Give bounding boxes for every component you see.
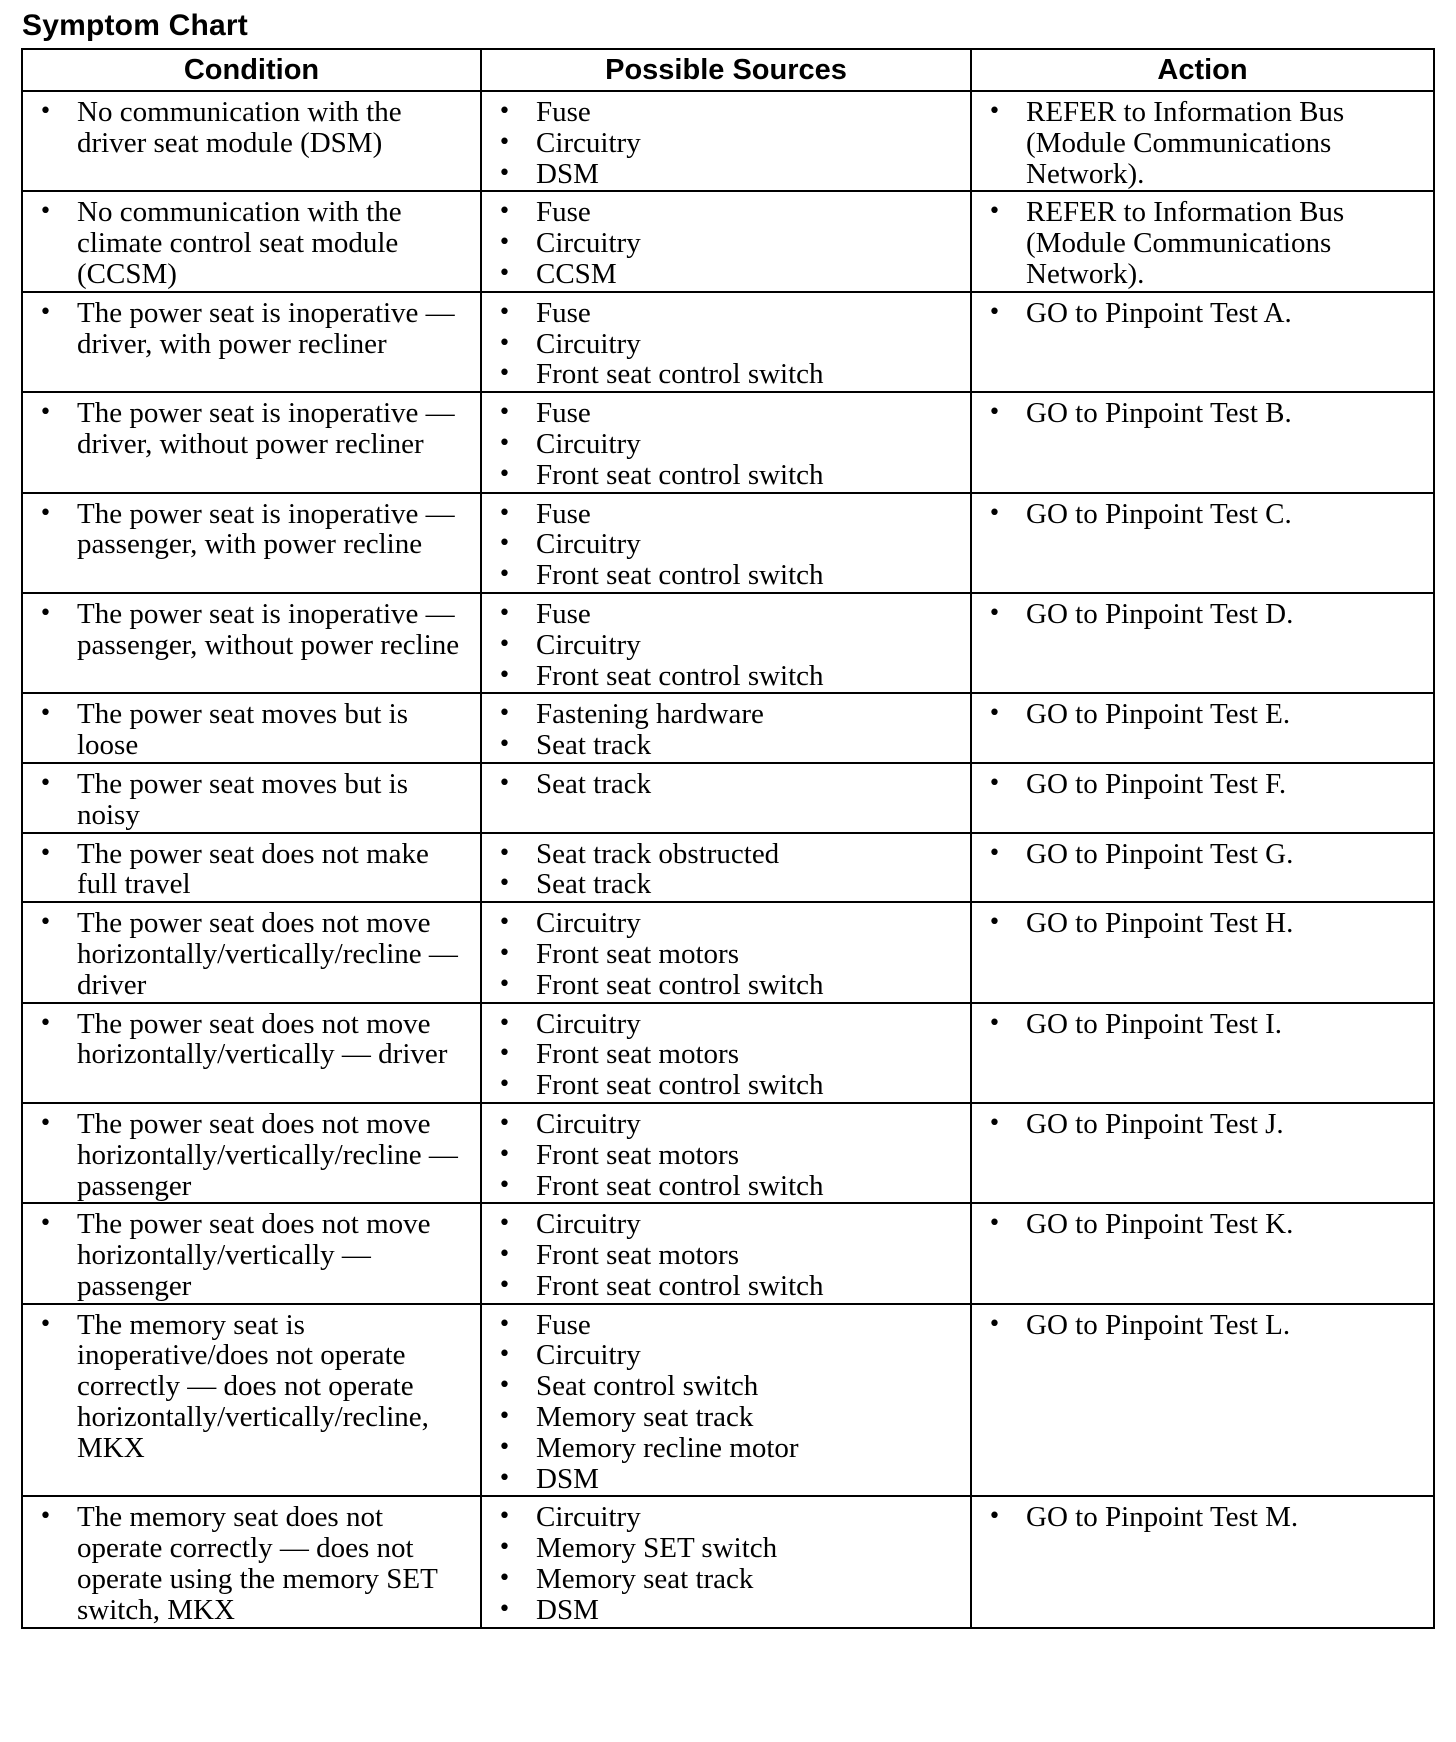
action-cell [971, 392, 1434, 492]
sources-list [488, 197, 964, 289]
source-item: • Seat control switch [488, 1371, 964, 1402]
action-list [978, 699, 1427, 730]
sources-cell [481, 693, 971, 763]
table-row [22, 902, 1434, 1002]
action-text: • GO to Pinpoint Test J. [978, 1109, 1427, 1140]
source-item: • Circuitry [488, 1009, 964, 1040]
action-text: • GO to Pinpoint Test G. [978, 839, 1427, 870]
source-item: • Front seat control switch [488, 560, 964, 591]
source-item: • Front seat control switch [488, 1271, 964, 1302]
action-list [978, 839, 1427, 870]
source-item: • CCSM [488, 259, 964, 290]
sources-cell [481, 593, 971, 693]
condition-text: • The power seat is inoperative — driver, without power recliner [29, 398, 474, 460]
condition-list [29, 1310, 474, 1464]
condition-text: • The power seat is inoperative — passenger, without power recline [29, 599, 474, 661]
action-cell [971, 693, 1434, 763]
condition-list [29, 398, 474, 460]
sources-list [488, 1310, 964, 1495]
condition-cell [22, 763, 481, 833]
action-cell [971, 833, 1434, 903]
source-item: • Fuse [488, 599, 964, 630]
source-item: • Fuse [488, 298, 964, 329]
condition-cell [22, 493, 481, 593]
sources-cell [481, 833, 971, 903]
sources-cell [481, 1304, 971, 1497]
condition-text: • The power seat moves but is loose [29, 699, 474, 761]
condition-list [29, 197, 474, 289]
action-text: • GO to Pinpoint Test D. [978, 599, 1427, 630]
sources-cell [481, 191, 971, 291]
source-item: • Front seat control switch [488, 1171, 964, 1202]
action-text: • GO to Pinpoint Test A. [978, 298, 1427, 329]
action-list [978, 1109, 1427, 1140]
action-list [978, 197, 1427, 289]
condition-cell [22, 1496, 481, 1627]
action-cell [971, 1203, 1434, 1303]
source-item: • DSM [488, 159, 964, 190]
source-item: • DSM [488, 1464, 964, 1495]
symptom-table [21, 48, 1435, 1629]
condition-text: • The power seat is inoperative — driver, with power recliner [29, 298, 474, 360]
source-item: • Front seat control switch [488, 460, 964, 491]
condition-list [29, 499, 474, 561]
sources-list [488, 839, 964, 901]
action-list [978, 1310, 1427, 1341]
source-item: • Circuitry [488, 1209, 964, 1240]
source-item: • Circuitry [488, 429, 964, 460]
condition-text: • The power seat does not make full travel [29, 839, 474, 901]
sources-cell [481, 763, 971, 833]
condition-cell [22, 902, 481, 1002]
source-item: • Seat track obstructed [488, 839, 964, 870]
source-item: • Fuse [488, 398, 964, 429]
condition-list [29, 1009, 474, 1071]
sources-cell [481, 493, 971, 593]
source-item: • Circuitry [488, 1109, 964, 1140]
sources-list [488, 298, 964, 390]
source-item: • Front seat motors [488, 1140, 964, 1171]
action-list [978, 398, 1427, 429]
condition-cell [22, 593, 481, 693]
action-cell [971, 493, 1434, 593]
source-item: • Fuse [488, 499, 964, 530]
sources-cell [481, 902, 971, 1002]
source-item: • Fastening hardware [488, 699, 964, 730]
action-text: • GO to Pinpoint Test B. [978, 398, 1427, 429]
table-row [22, 1496, 1434, 1627]
header-possible-sources: Possible Sources [481, 49, 971, 91]
sources-list [488, 97, 964, 189]
action-cell [971, 593, 1434, 693]
action-cell [971, 1003, 1434, 1103]
action-list [978, 298, 1427, 329]
table-row [22, 1304, 1434, 1497]
action-list [978, 908, 1427, 939]
source-item: • Circuitry [488, 1502, 964, 1533]
source-item: • Seat track [488, 730, 964, 761]
condition-text: • No communication with the climate control seat module (CCSM) [29, 197, 474, 289]
table-row [22, 191, 1434, 291]
action-text: • GO to Pinpoint Test L. [978, 1310, 1427, 1341]
condition-cell [22, 91, 481, 191]
sources-cell [481, 292, 971, 392]
header-condition: Condition [22, 49, 481, 91]
condition-text: • The power seat does not move horizontally/vertically — driver [29, 1009, 474, 1071]
source-item: • Circuitry [488, 329, 964, 360]
condition-cell [22, 191, 481, 291]
table-row [22, 1203, 1434, 1303]
action-list [978, 1502, 1427, 1533]
action-cell [971, 1304, 1434, 1497]
sources-cell [481, 1203, 971, 1303]
source-item: • Front seat motors [488, 1039, 964, 1070]
condition-list [29, 599, 474, 661]
action-list [978, 97, 1427, 189]
condition-list [29, 298, 474, 360]
condition-text: • The power seat moves but is noisy [29, 769, 474, 831]
table-row [22, 833, 1434, 903]
sources-list [488, 1502, 964, 1625]
source-item: • Fuse [488, 97, 964, 128]
source-item: • Front seat control switch [488, 970, 964, 1001]
table-row [22, 693, 1434, 763]
sources-cell [481, 1496, 971, 1627]
condition-text: • No communication with the driver seat module (DSM) [29, 97, 474, 159]
sources-list [488, 1009, 964, 1101]
table-row [22, 493, 1434, 593]
sources-list [488, 769, 964, 800]
source-item: • Circuitry [488, 228, 964, 259]
condition-cell [22, 693, 481, 763]
source-item: • Front seat control switch [488, 1070, 964, 1101]
source-item: • Memory recline motor [488, 1433, 964, 1464]
table-row [22, 91, 1434, 191]
condition-text: • The memory seat does not operate correctly — does not operate using the memory SET switch, MKX [29, 1502, 474, 1625]
condition-list [29, 908, 474, 1000]
source-item: • Circuitry [488, 529, 964, 560]
action-cell [971, 902, 1434, 1002]
table-body [22, 91, 1434, 1628]
action-cell [971, 763, 1434, 833]
condition-cell [22, 1304, 481, 1497]
condition-list [29, 699, 474, 761]
condition-text: • The power seat does not move horizontally/vertically — passenger [29, 1209, 474, 1301]
condition-list [29, 839, 474, 901]
action-cell [971, 1496, 1434, 1627]
condition-cell [22, 1003, 481, 1103]
source-item: • Memory SET switch [488, 1533, 964, 1564]
action-list [978, 769, 1427, 800]
source-item: • Fuse [488, 1310, 964, 1341]
source-item: • Seat track [488, 769, 964, 800]
action-list [978, 499, 1427, 530]
condition-cell [22, 833, 481, 903]
source-item: • Circuitry [488, 908, 964, 939]
sources-list [488, 499, 964, 591]
action-text: • GO to Pinpoint Test I. [978, 1009, 1427, 1040]
action-text: • GO to Pinpoint Test E. [978, 699, 1427, 730]
action-list [978, 599, 1427, 630]
sources-list [488, 599, 964, 691]
sources-cell [481, 91, 971, 191]
action-text: • REFER to Information Bus (Module Communications Network). [978, 97, 1427, 189]
action-text: • GO to Pinpoint Test M. [978, 1502, 1427, 1533]
header-row [22, 49, 1434, 91]
sources-cell [481, 1003, 971, 1103]
condition-text: • The power seat does not move horizontally/vertically/recline — passenger [29, 1109, 474, 1201]
source-item: • Front seat control switch [488, 359, 964, 390]
action-list [978, 1009, 1427, 1040]
condition-list [29, 769, 474, 831]
table-row [22, 763, 1434, 833]
condition-text: • The power seat does not move horizontally/vertically/recline — driver [29, 908, 474, 1000]
action-text: • GO to Pinpoint Test F. [978, 769, 1427, 800]
action-text: • REFER to Information Bus (Module Communications Network). [978, 197, 1427, 289]
source-item: • Fuse [488, 197, 964, 228]
condition-list [29, 1209, 474, 1301]
chart-title: Symptom Chart [22, 9, 248, 42]
sources-cell [481, 392, 971, 492]
condition-list [29, 1502, 474, 1625]
action-cell [971, 91, 1434, 191]
action-cell [971, 191, 1434, 291]
table-row [22, 1003, 1434, 1103]
condition-text: • The power seat is inoperative — passenger, with power recline [29, 499, 474, 561]
source-item: • Front seat control switch [488, 661, 964, 692]
source-item: • Memory seat track [488, 1564, 964, 1595]
table-row [22, 593, 1434, 693]
condition-cell [22, 1203, 481, 1303]
source-item: • DSM [488, 1595, 964, 1626]
source-item: • Front seat motors [488, 939, 964, 970]
sources-list [488, 398, 964, 490]
condition-cell [22, 392, 481, 492]
sources-list [488, 1109, 964, 1201]
source-item: • Circuitry [488, 630, 964, 661]
table-row [22, 392, 1434, 492]
condition-text: • The memory seat is inoperative/does not operate correctly — does not operate horizontally/vertically/recline, MKX [29, 1310, 474, 1464]
source-item: • Memory seat track [488, 1402, 964, 1433]
condition-list [29, 97, 474, 159]
table-row [22, 292, 1434, 392]
sources-cell [481, 1103, 971, 1203]
action-cell [971, 292, 1434, 392]
condition-cell [22, 1103, 481, 1203]
sources-list [488, 699, 964, 761]
action-list [978, 1209, 1427, 1240]
source-item: • Circuitry [488, 128, 964, 159]
sources-list [488, 1209, 964, 1301]
action-text: • GO to Pinpoint Test C. [978, 499, 1427, 530]
action-cell [971, 1103, 1434, 1203]
header-action: Action [971, 49, 1434, 91]
source-item: • Circuitry [488, 1340, 964, 1371]
condition-cell [22, 292, 481, 392]
action-text: • GO to Pinpoint Test H. [978, 908, 1427, 939]
table-row [22, 1103, 1434, 1203]
source-item: • Front seat motors [488, 1240, 964, 1271]
action-text: • GO to Pinpoint Test K. [978, 1209, 1427, 1240]
source-item: • Seat track [488, 869, 964, 900]
sources-list [488, 908, 964, 1000]
condition-list [29, 1109, 474, 1201]
